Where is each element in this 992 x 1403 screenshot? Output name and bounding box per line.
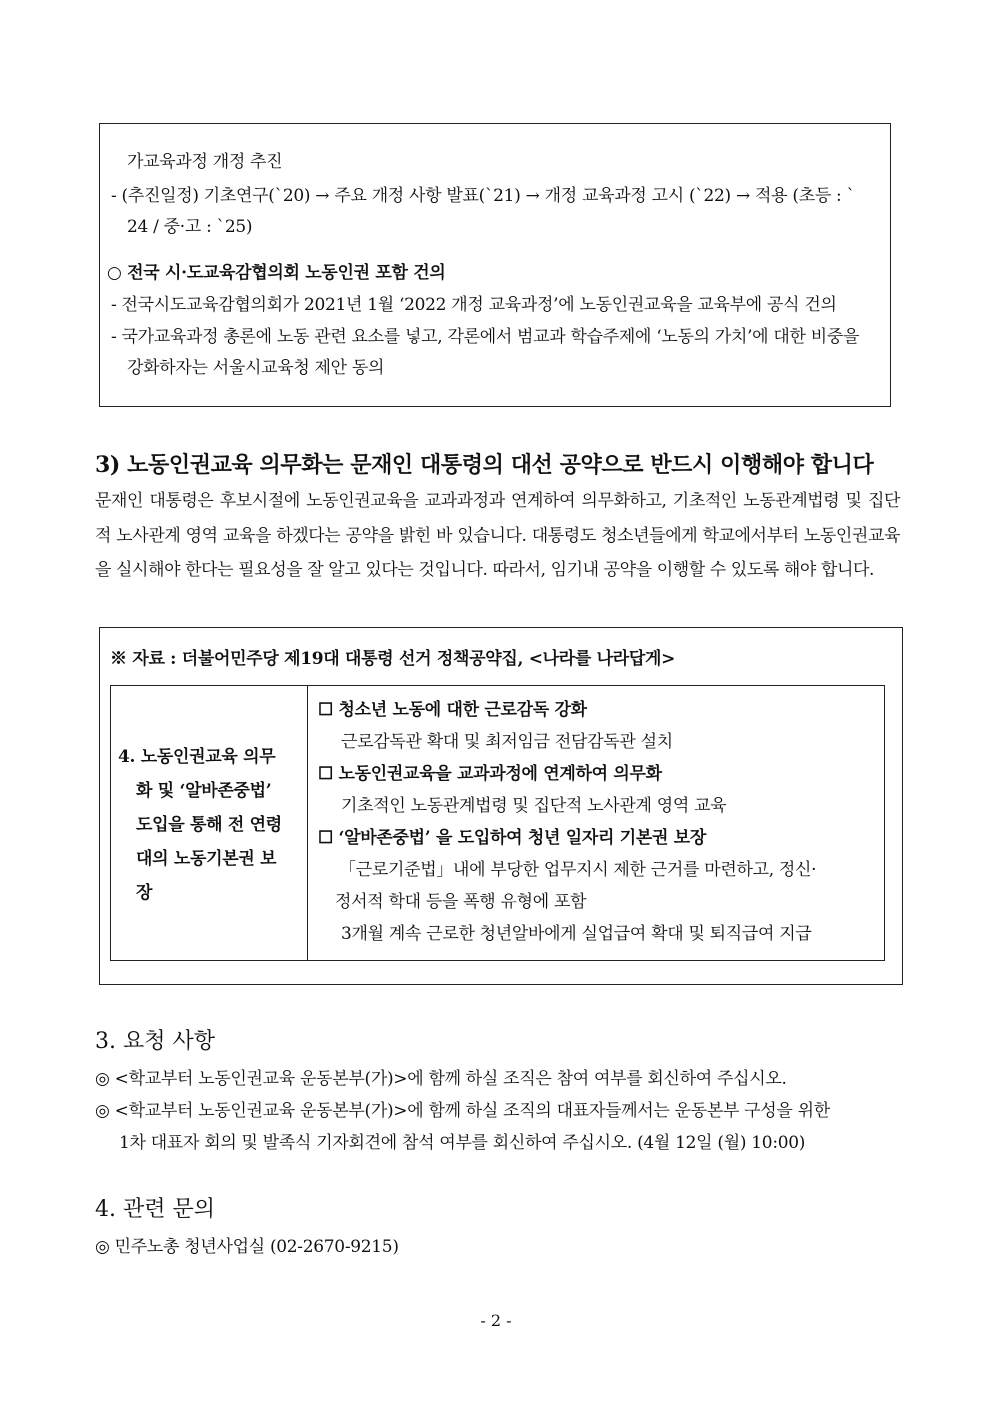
pledge-table-divider [307, 685, 308, 961]
request-title: 3. 요청 사항 [95, 1029, 215, 1054]
pledge-item-2-head: ☐ 노동인권교육을 교과과정에 연계하여 의무화 [318, 764, 662, 784]
box1-line1: 가교육과정 개정 추진 [127, 152, 283, 172]
pledge-title-line-5: 장 [136, 883, 153, 903]
pledge-title-line-3: 도입을 통해 전 연령 [136, 815, 282, 835]
section3-title: 3) 노동인권교육 의무화는 문재인 대통령의 대선 공약으로 반드시 이행해야 합니다 [95, 452, 874, 478]
pledge-item-3-sub-3: 3개월 계속 근로한 청년알바에게 실업급여 확대 및 퇴직급여 지급 [341, 924, 812, 944]
inquiry-contact: ◎ 민주노총 청년사업실 (02-2670-9215) [95, 1237, 399, 1257]
pledge-item-1-head: ☐ 청소년 노동에 대한 근로감독 강화 [318, 700, 587, 720]
box1-line3: 24 / 중·고 : `25) [127, 217, 253, 237]
box1-line2: - (추진일정) 기초연구(`20) → 주요 개정 사항 발표(`21) → 개정 교육과정 고시 (`22) → 적용 (초등 : ` [111, 186, 855, 206]
pledge-item-3-sub-2: 정서적 학대 등을 폭행 유형에 포함 [335, 892, 587, 912]
box1-line4: - 전국시도교육감협의회가 2021년 1월 ‘2022 개정 교육과정’에 노동인권교육을 교육부에 공식 건의 [111, 295, 837, 315]
pledge-title-line-2: 화 및 ‘알바존중법’ [136, 781, 272, 801]
box1-line5: - 국가교육과정 총론에 노동 관련 요소를 넣고, 각론에서 범교과 학습주제에 ‘노동의 가치’에 대한 비중을 [111, 327, 860, 347]
request-item-2-line-2: 1차 대표자 회의 및 발족식 기자회견에 참석 여부를 회신하여 주십시오. (4월 12일 (월) 10:00) [119, 1133, 806, 1153]
request-item-2-line-1: ◎ <학교부터 노동인권교육 운동본부(가)>에 함께 하실 조직의 대표자들께서는 운동본부 구성을 위한 [95, 1101, 830, 1121]
pledge-item-1-sub-1: 근로감독관 확대 및 최저임금 전담감독관 설치 [341, 732, 673, 752]
box1-line6: 강화하자는 서울시교육청 제안 동의 [127, 358, 385, 378]
inquiry-title: 4. 관련 문의 [95, 1197, 215, 1222]
pledge-item-3-head: ☐ ‘알바존중법’ 을 도입하여 청년 일자리 기본권 보장 [318, 828, 706, 848]
page-number: - 2 - [480, 1311, 512, 1330]
pledge-title-line-4: 대의 노동기본권 보 [136, 849, 277, 869]
pledge-source: ※ 자료 : 더불어민주당 제19대 대통령 선거 정책공약집, <나라를 나라답게> [110, 649, 676, 669]
box1-heading: ○ 전국 시·도교육감협의회 노동인권 포함 건의 [107, 263, 446, 283]
pledge-item-2-sub-1: 기초적인 노동관계법령 및 집단적 노사관계 영역 교육 [341, 796, 727, 816]
pledge-item-3-sub-1: 「근로기준법」내에 부당한 업무지시 제한 근거를 마련하고, 정신· [339, 860, 817, 880]
request-item-1: ◎ <학교부터 노동인권교육 운동본부(가)>에 함께 하실 조직은 참여 여부를 회신하여 주십시오. [95, 1069, 787, 1089]
pledge-title-line-1: 4. 노동인권교육 의무 [118, 747, 276, 767]
pledge-title-cell [118, 740, 304, 910]
section3-body: 문재인 대통령은 후보시절에 노동인권교육을 교과과정과 연계하여 의무화하고, 기초적인 노동관계법령 및 집단적 노사관계 영역 교육을 하겠다는 공약을 밝힌 바 있습니다. 대통령도 청소년들에게 학교에서부터 노동인권교육을 실시해야 한다는 필요성을 잘 알고 있다는 것입니다. 따라서, 임기내 공약을 이행할 수 있도록 해야 합니다. [95, 491, 900, 580]
